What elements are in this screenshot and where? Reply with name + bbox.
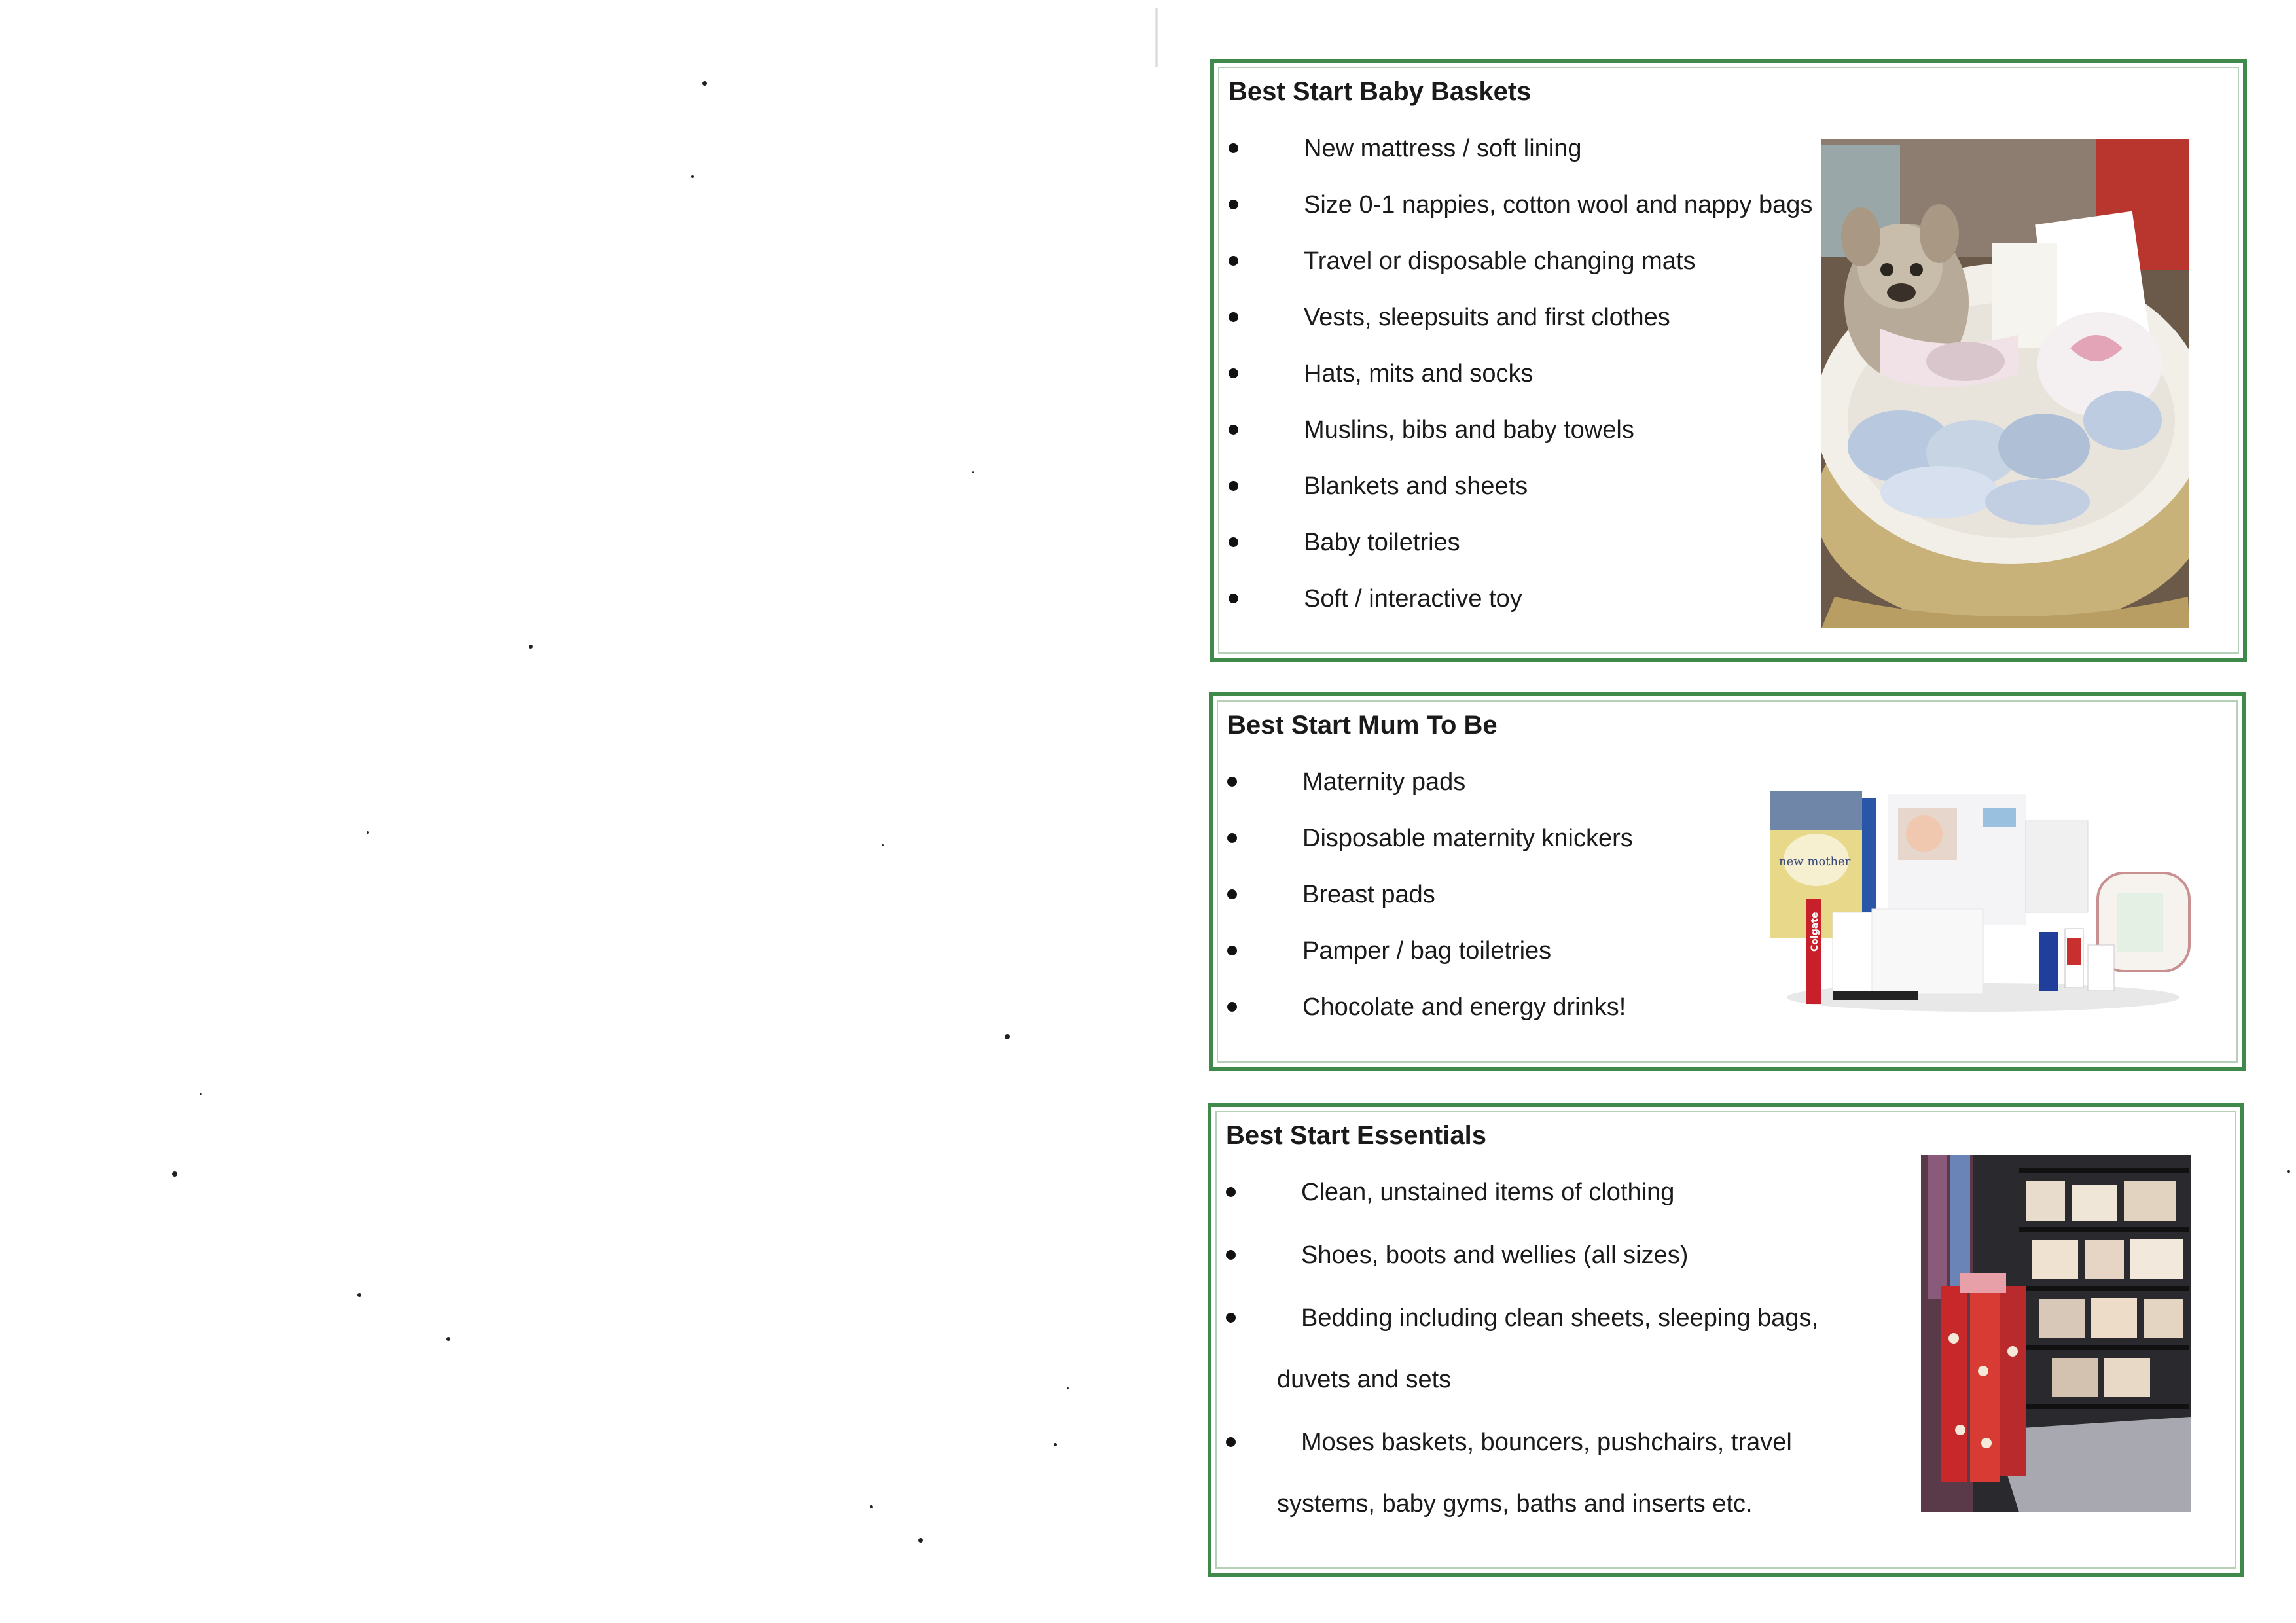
bullet-icon: [1229, 256, 1238, 266]
mum-to-be-panel: Best Start Mum To Be Maternity pads Disposable maternity knickers Breast pads Pamper / bag toiletries Chocolate and energy drinks! new mother Colgate: [1209, 692, 2246, 1071]
bullet-icon: [1227, 777, 1237, 787]
bullet-icon: [1229, 425, 1238, 435]
panel-title: Best Start Baby Baskets: [1229, 77, 1532, 106]
package-label: Colgate: [1810, 912, 1820, 952]
scan-speck: [1067, 1387, 1069, 1389]
scan-speck: [1054, 1443, 1057, 1446]
scan-speck: [691, 175, 694, 178]
panel-title: Best Start Essentials: [1226, 1121, 1486, 1150]
bullet-icon: [1229, 312, 1238, 322]
list-item-continuation: duvets and sets: [1277, 1366, 1452, 1393]
bullet-icon: [1226, 1437, 1236, 1447]
scan-speck: [1005, 1034, 1010, 1039]
list-item-continuation: systems, baby gyms, baths and inserts etc.: [1277, 1490, 1753, 1518]
bullet-icon: [1229, 481, 1238, 491]
scan-speck: [882, 844, 884, 846]
scan-speck: [918, 1538, 923, 1543]
bullet-icon: [1226, 1313, 1236, 1323]
scan-speck: [870, 1505, 873, 1508]
scan-speck: [702, 81, 707, 86]
bullet-icon: [1229, 594, 1238, 603]
scan-speck: [446, 1337, 450, 1341]
panel-title: Best Start Mum To Be: [1227, 711, 1498, 740]
scan-speck: [2287, 1170, 2290, 1173]
scan-speck: [172, 1171, 177, 1177]
bullet-icon: [1227, 946, 1237, 955]
bullet-icon: [1227, 889, 1237, 899]
package-label: new mother: [1779, 855, 1851, 868]
page-fold: [1155, 8, 1158, 67]
bullet-icon: [1227, 1002, 1237, 1012]
bullet-icon: [1229, 368, 1238, 378]
scan-speck: [357, 1293, 361, 1297]
baby-basket-photo: [1821, 139, 2189, 628]
bullet-icon: [1227, 833, 1237, 843]
bullet-icon: [1226, 1187, 1236, 1197]
bullet-icon: [1226, 1250, 1236, 1260]
clothing-rail-photo: [1921, 1155, 2191, 1512]
essentials-panel: Best Start Essentials Clean, unstained items of clothing Shoes, boots and wellies (all sizes) Bedding including clean sheets, sleeping bags, duvets and sets Moses baskets, bouncers, pushchairs, travel systems, baby gyms, baths and inserts etc.: [1208, 1103, 2244, 1577]
bullet-icon: [1229, 200, 1238, 209]
scan-speck: [367, 831, 369, 834]
scan-speck: [200, 1093, 202, 1095]
bullet-icon: [1229, 537, 1238, 547]
baby-baskets-panel: Best Start Baby Baskets New mattress / soft lining Size 0-1 nappies, cotton wool and nappy bags Travel or disposable changing mats Vests, sleepsuits and first clothes Hats, mits and socks Muslins, bibs and baby towels Blankets and sheets Baby toiletries Soft / interactive toy: [1210, 59, 2247, 662]
scan-speck: [529, 645, 533, 649]
maternity-products-photo: [1767, 781, 2193, 1017]
scan-speck: [972, 471, 974, 473]
bullet-icon: [1229, 143, 1238, 153]
